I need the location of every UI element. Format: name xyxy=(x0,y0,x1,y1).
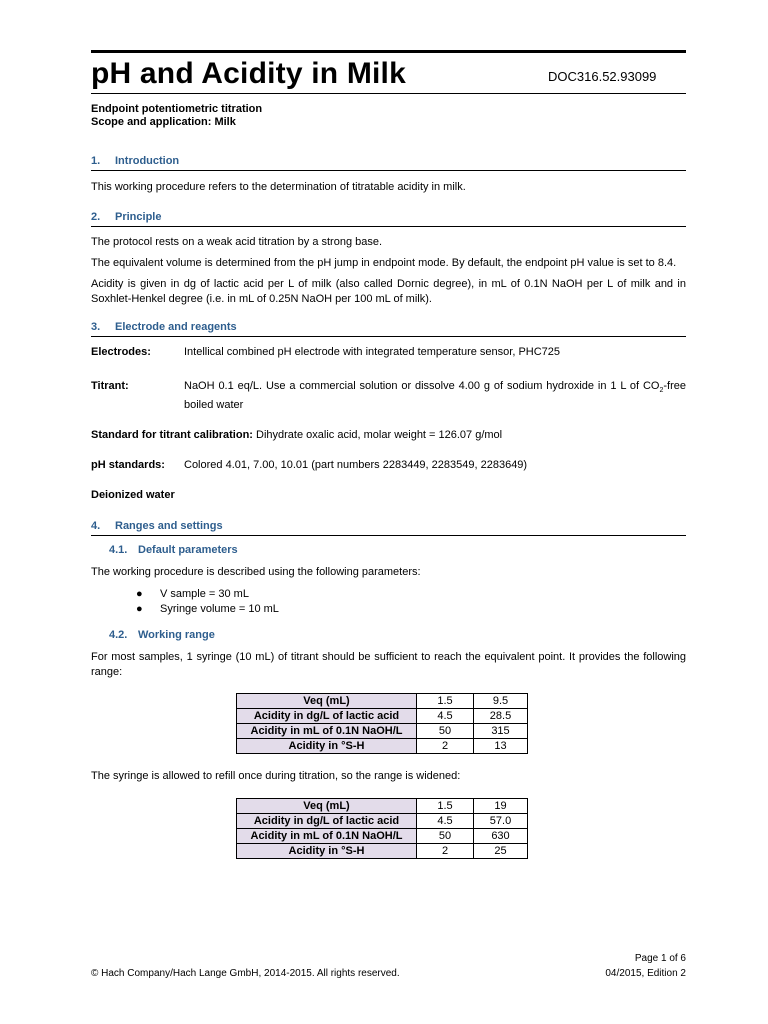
list-item: ● Syringe volume = 10 mL xyxy=(136,603,279,616)
principle-p3: Acidity is given in dg of lactic acid per L of milk (also called Dornic degree), in mL of 0.1N NaOH per L of milk and in Soxhlet-Henkel degree (i.e. in mL of 0.25N NaOH per 100 mL of milk). xyxy=(91,278,686,305)
page-number: Page 1 of 6 xyxy=(634,953,686,964)
principle-p2: The equivalent volume is determined from the pH jump in endpoint mode. By default, the endpoint pH value is set to 8.4. xyxy=(91,257,677,269)
document-page xyxy=(91,50,686,859)
principle-p1: The protocol rests on a weak acid titration by a strong base. xyxy=(91,236,383,248)
section-electrode xyxy=(91,321,686,503)
section-principle xyxy=(91,211,686,307)
section-ranges xyxy=(91,520,686,859)
page-title: pH and Acidity in Milk xyxy=(91,57,406,90)
heading-ranges: 4. Ranges and settings xyxy=(91,520,223,533)
default-text: The working procedure is described using the following parameters: xyxy=(91,566,421,579)
table-row: Veq (mL) 1.5 19 xyxy=(237,799,528,814)
electrodes-row: Electrodes: Intellical combined pH electrode with integrated temperature sensor, PHC725 xyxy=(91,346,561,358)
refill-text: The syringe is allowed to refill once during titration, so the range is widened: xyxy=(91,770,461,783)
intro-text: This working procedure refers to the determination of titratable acidity in milk. xyxy=(91,181,466,193)
list-item: ● V sample = 30 mL xyxy=(136,588,249,601)
deionized-water: Deionized water xyxy=(91,489,175,502)
section-introduction xyxy=(91,155,686,195)
edition: 04/2015, Edition 2 xyxy=(605,968,686,979)
heading-electrode: 3. Electrode and reagents xyxy=(91,321,237,333)
heading-introduction: 1. Introduction xyxy=(91,155,180,167)
subtitle-method: Endpoint potentiometric titration xyxy=(91,103,263,115)
table-row: Acidity in dg/L of lactic acid 4.5 28.5 xyxy=(237,709,528,724)
table-row: Acidity in °S-H 2 13 xyxy=(237,739,528,754)
heading-default-parameters: 4.1. Default parameters xyxy=(109,544,238,557)
heading-working-range: 4.2. Working range xyxy=(109,629,215,642)
table-row: Acidity in mL of 0.1N NaOH/L 50 315 xyxy=(237,724,528,739)
range-table-2 xyxy=(236,798,528,859)
ph-standards-row: pH standards: Colored 4.01, 7.00, 10.01 (part numbers 2283449, 2283549, 2283649) xyxy=(91,459,528,472)
working-range-text: For most samples, 1 syringe (10 mL) of titrant should be sufficient to reach the equivalent point. It provides the following range: xyxy=(91,651,686,679)
document-number: DOC316.52.93099 xyxy=(548,69,657,84)
table-row: Veq (mL) 1.5 9.5 xyxy=(237,694,528,709)
title-rule xyxy=(91,93,686,94)
heading-principle: 2. Principle xyxy=(91,211,162,223)
range-table-1 xyxy=(236,693,528,754)
subtitle-scope: Scope and application: Milk xyxy=(91,116,236,128)
title-row xyxy=(91,53,686,93)
table-row: Acidity in dg/L of lactic acid 4.5 57.0 xyxy=(237,814,528,829)
table-row: Acidity in mL of 0.1N NaOH/L 50 630 xyxy=(237,829,528,844)
standard-row: Standard for titrant calibration: Dihydrate oxalic acid, molar weight = 126.07 g/mol xyxy=(91,429,503,442)
titrant-row: Titrant: NaOH 0.1 eq/L. Use a commercial solution or dissolve 4.00 g of sodium hydroxide in 1 L of $CO_2$-free boiled water xyxy=(91,380,686,412)
parameter-list xyxy=(91,587,686,617)
table-row: Acidity in °S-H 2 25 xyxy=(237,844,528,859)
copyright: © Hach Company/Hach Lange GmbH, 2014-2015. All rights reserved. xyxy=(91,968,400,979)
